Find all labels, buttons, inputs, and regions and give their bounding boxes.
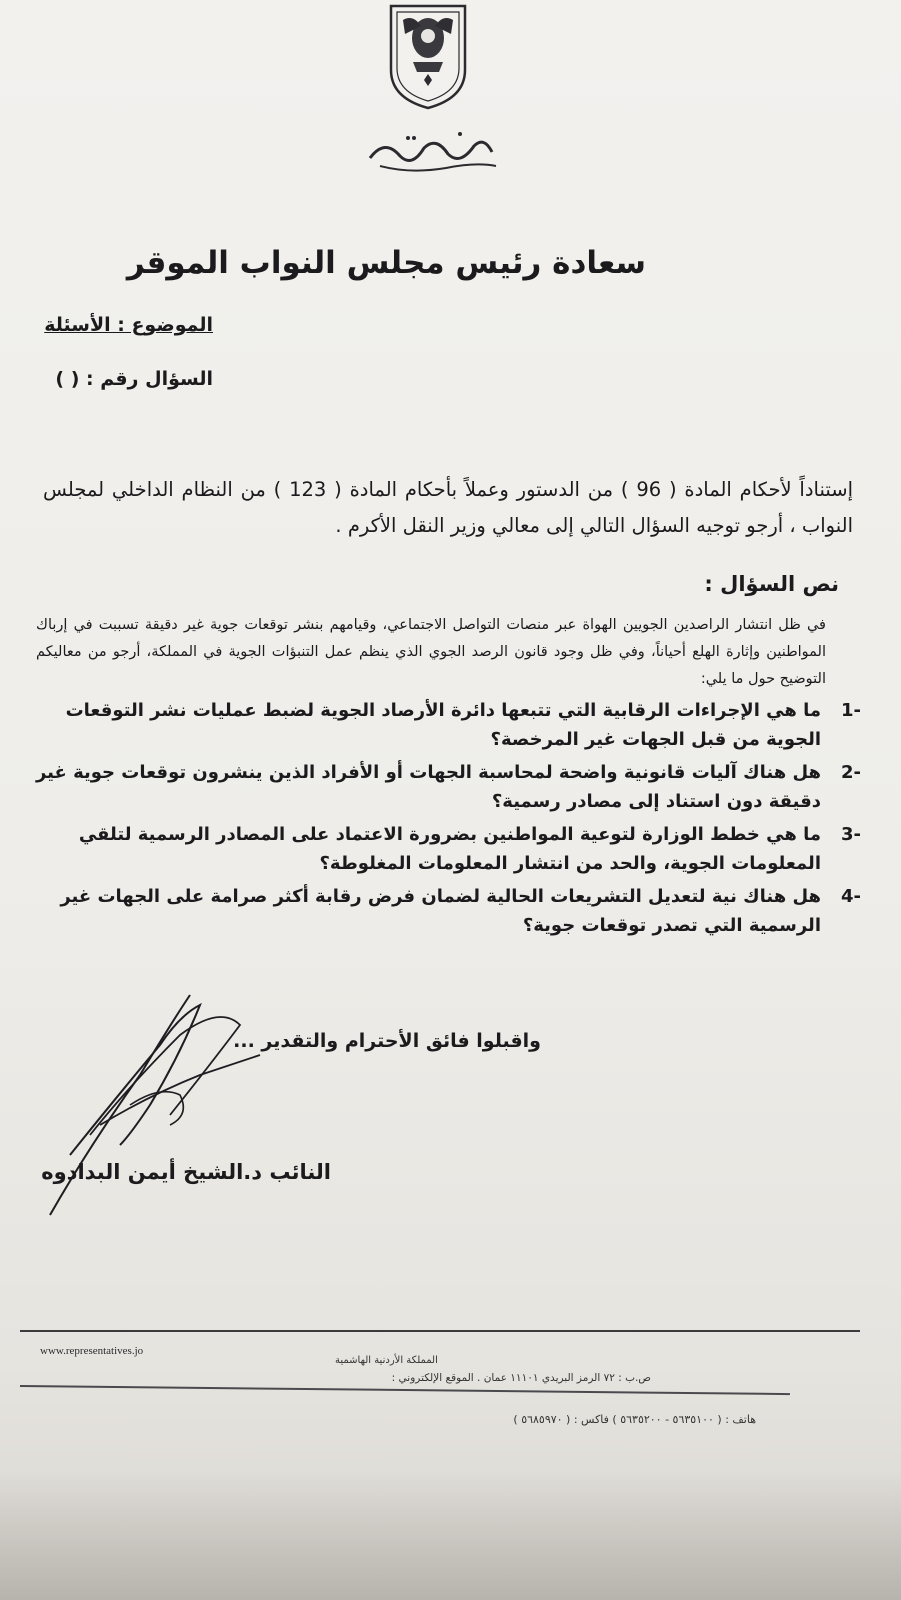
question-number-line: السؤال رقم : ( ): [55, 368, 213, 390]
intro-paragraph: إستناداً لأحكام المادة ( 96 ) من الدستور وعملاً بأحكام المادة ( 123 ) من النظام الداخلي لمجلس النواب ، أرجو توجيه السؤال التالي إلى معالي وزير النقل الأكرم .: [43, 478, 853, 537]
coat-of-arms-emblem: [383, 0, 473, 110]
question-heading: نص السؤال :: [704, 572, 839, 596]
question-text: ما هي الإجراءات الرقابية التي تتبعها دائرة الأرصاد الجوية لضبط عمليات نشر التوقعات الجوية من قبل الجهات غير المرخصة؟: [65, 700, 821, 750]
council-calligraphy-logo: [350, 118, 510, 178]
footer-org: المملكة الأردنية الهاشمية: [335, 1355, 438, 1366]
signatory-name: النائب د.الشيخ أيمن البدادوه: [41, 1160, 331, 1184]
question-text: هل هناك آليات قانونية واضحة لمحاسبة الجهات أو الأفراد الذين ينشرون توقعات جوية غير دقيقة دون استناد إلى مصادر رسمية؟: [35, 762, 821, 812]
question-text: ما هي خطط الوزارة لتوعية المواطنين بضرورة الاعتماد على المصادر الرسمية لتلقي المعلومات الجوية، والحد من انتشار المعلومات المغلوطة؟: [78, 824, 821, 874]
footer-phone: هاتف : ( ٥٦٣٥١٠٠ - ٥٦٣٥٢٠٠ ) فاكس : ( ٥٦٨٥٩٧٠ ): [513, 1413, 756, 1426]
footer-rule: [20, 1330, 860, 1332]
footer-address: ص.ب : ٧٢ الرمز البريدي ١١١٠١ عمان . الموقع الإلكتروني :: [391, 1372, 651, 1384]
closing-line: واقبلوا فائق الأحترام والتقدير ...: [233, 1030, 541, 1052]
question-index: -3: [840, 824, 861, 845]
question-index: -2: [840, 762, 861, 783]
question-item: [31, 696, 861, 754]
question-text: هل هناك نية لتعديل التشريعات الحالية لضمان فرض رقابة أكثر صرامة على الجهات غير الرسمية التي تصدر توقعات جوية؟: [60, 886, 821, 936]
question-index: -4: [840, 886, 861, 907]
question-index: -1: [840, 700, 861, 721]
question-item: [31, 882, 861, 940]
addressee-heading: سعادة رئيس مجلس النواب الموقر: [126, 245, 646, 281]
question-list: [31, 696, 861, 944]
question-item: [31, 758, 861, 816]
handwritten-signature: [30, 985, 310, 1225]
footer-website: www.representatives.jo: [40, 1345, 144, 1357]
question-item: [31, 820, 861, 878]
subject-line: الموضوع : الأسئلة: [44, 314, 213, 336]
context-paragraph: في ظل انتشار الراصدين الجويين الهواة عبر منصات التواصل الاجتماعي، وقيامهم بنشر توقعات جوية غير دقيقة تسببت في إرباك المواطنين وإثارة الهلع أحياناً، وفي ظل وجود قانون الرصد الجوي الذي ينظم عمل التنبؤات الجوية في المملكة، أرجو من معاليكم التوضيح حول ما يلي:: [36, 617, 826, 687]
footer-rule-lower: [20, 1385, 790, 1395]
page-shadow: [0, 1470, 901, 1600]
